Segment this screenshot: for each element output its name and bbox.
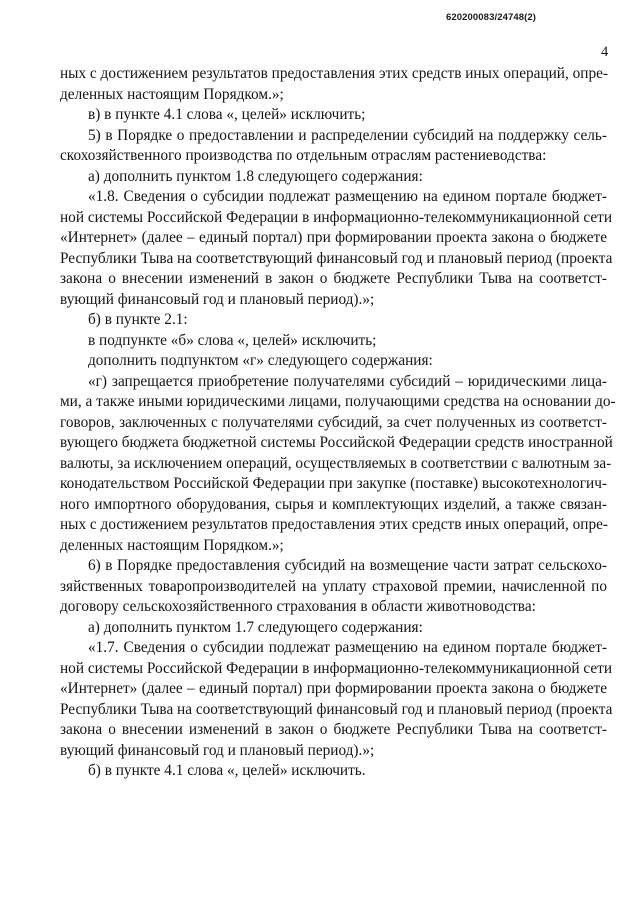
text-line: конодательством Российской Федерации при закупке (поставке) высокотехнологич- [60,475,607,492]
text-line: а) дополнить пунктом 1.8 следующего содержания: [88,167,423,185]
text-line: ного импортного оборудования, сырья и комплектующих изделий, а также связан- [60,495,607,513]
text-line: деленных настоящим Порядком.»; [60,536,284,554]
text-line: Республики Тыва на соответствующий финансовый год и плановый период (проекта [60,700,613,718]
page-number: 4 [601,44,609,60]
text-line: вующего бюджета бюджетной системы Российской Федерации средств иностранной [60,434,613,451]
text-line: ной системы Российской Федерации в информационно-телекоммуникационной сети [60,659,613,677]
document-body [60,64,616,782]
text-line: ми, а также иными юридическими лицами, получающими средства на основании до- [60,393,616,410]
text-line: дополнить подпунктом «г» следующего содержания: [88,352,433,369]
text-line: валюты, за исключением операций, осуществляемых в соответствии с валютным за- [60,454,612,472]
text-line: договору сельскохозяйственного страхования в области животноводства: [60,598,536,615]
text-line: «1.8. Сведения о субсидии подлежат размещению на едином портале бюджет- [88,188,607,205]
text-line: «г) запрещается приобретение получателями субсидий – юридическими лица- [88,372,607,390]
text-line: ных с достижением результатов предоставления этих средств иных операций, опре- [60,516,608,533]
text-line: скохозяйственного производства по отдельным отраслям растениеводства: [60,147,547,164]
text-line: «Интернет» (далее – единый портал) при формировании проекта закона о бюджете [60,229,607,246]
text-line: вующий финансовый год и плановый период).»; [60,741,375,759]
text-line: б) в пункте 2.1: [88,311,188,328]
text-line: 5) в Порядке о предоставлении и распределении субсидий на поддержку сель- [88,126,607,144]
text-line: Республики Тыва на соответствующий финансовый год и плановый период (проекта [60,249,613,267]
text-line: ных с достижением результатов предоставления этих средств иных операций, опре- [60,65,608,82]
text-line: 6) в Порядке предоставления субсидий на возмещение части затрат сельскохо- [88,557,607,574]
text-line: а) дополнить пунктом 1.7 следующего содержания: [88,618,423,636]
text-line: зяйственных товаропроизводителей на уплату страховой премии, начисленной по [60,577,607,595]
text-line: «1.7. Сведения о субсидии подлежат размещению на едином портале бюджет- [88,639,607,656]
text-line: закона о внесении изменений в закон о бюджете Республики Тыва на соответст- [60,721,607,738]
text-line: вующий финансовый год и плановый период).»; [60,290,375,308]
text-line: в подпункте «б» слова «, целей» исключить; [88,331,377,349]
text-line: б) в пункте 4.1 слова «, целей» исключить. [88,762,366,779]
text-line: говоров, заключенных с получателями субсидий, за счет полученных из соответст- [60,413,607,431]
text-line: «Интернет» (далее – единый портал) при формировании проекта закона о бюджете [60,680,607,697]
document-id: 620200083/24748(2) [446,12,537,23]
text-line: ной системы Российской Федерации в информационно-телекоммуникационной сети [60,208,613,226]
text-line: закона о внесении изменений в закон о бюджете Республики Тыва на соответст- [60,270,607,287]
text-line: деленных настоящим Порядком.»; [60,85,284,103]
text-line: в) в пункте 4.1 слова «, целей» исключить; [88,106,366,123]
